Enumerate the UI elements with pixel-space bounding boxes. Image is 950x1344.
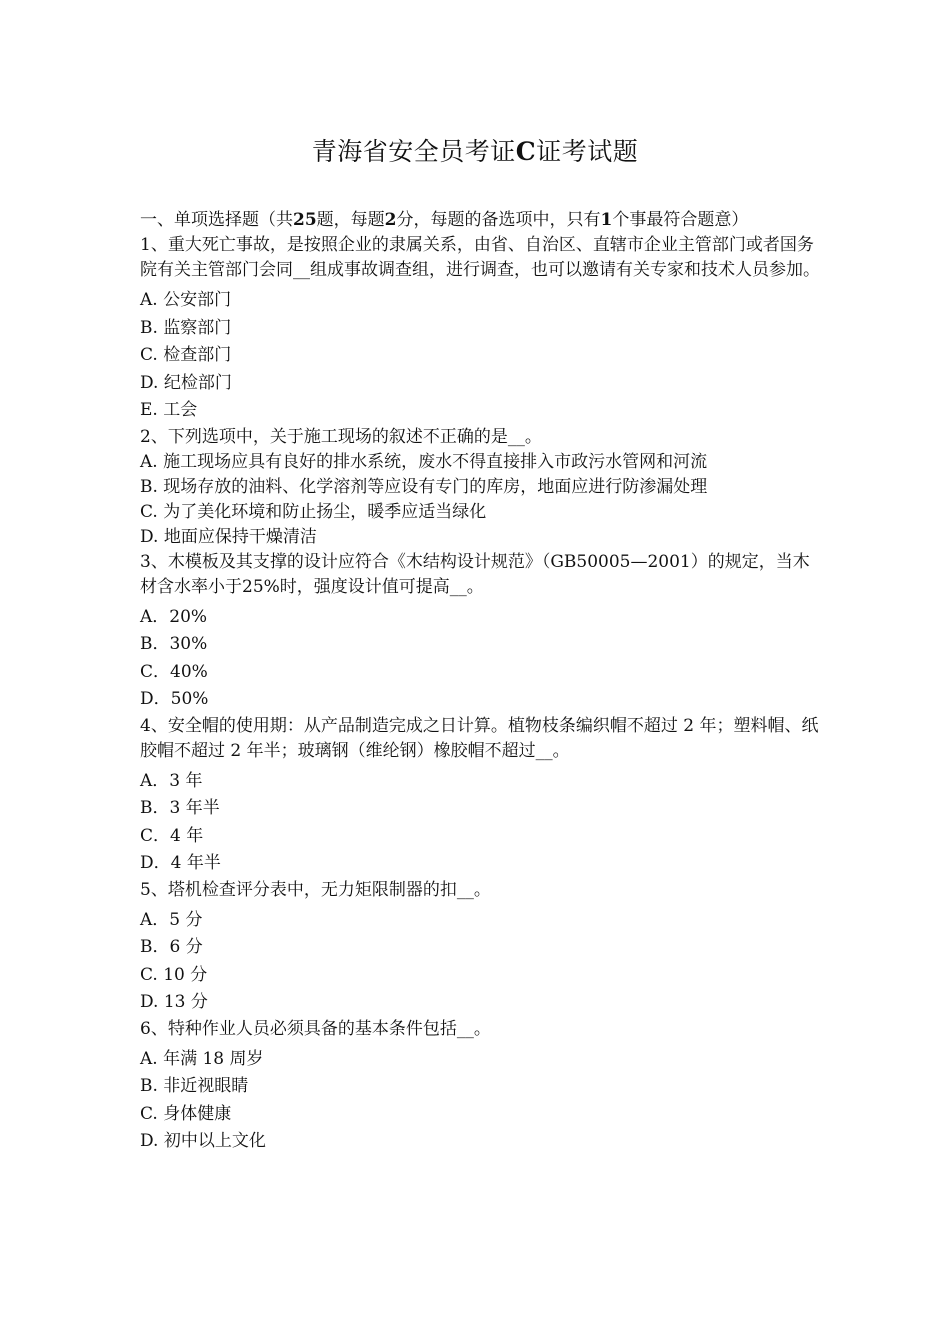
section-number: 1 (600, 210, 613, 230)
answer-option: C．40% (140, 661, 208, 682)
question-text: 5、塔机检查评分表中，无力矩限制器的扣__。 (140, 879, 491, 900)
question-text: 2、下列选项中，关于施工现场的叙述不正确的是__。 (140, 426, 542, 447)
answer-option: C．4 年 (140, 825, 204, 846)
answer-option: C. 检查部门 (140, 345, 232, 365)
question-text: 3、木模板及其支撑的设计应符合《木结构设计规范》（GB50005—2001）的规定，当木材含水率小于25%时，强度设计值可提高__。 (140, 551, 810, 597)
answer-option: B. 非近视眼睛 (140, 1076, 249, 1096)
answer-option: D. 纪检部门 (140, 372, 232, 393)
question-text: 1、重大死亡事故，是按照企业的隶属关系，由省、自治区、直辖市企业主管部门或者国务院有关主管部门会同__组成事故调查组，进行调查，也可以邀请有关专家和技术人员参加。 (140, 235, 820, 280)
answer-option: A. 公安部门 (140, 290, 232, 310)
question-block (140, 1017, 820, 1156)
section-number: 2 (384, 210, 397, 230)
answer-option: A. 年满 18 周岁 (140, 1048, 264, 1069)
question-text: 4、安全帽的使用期：从产品制造完成之日计算。植物枝条编织帽不超过 2 年；塑料帽、纸胶帽不超过 2 年半；玻璃钢（维纶钢）橡胶帽不超过__。 (140, 715, 819, 761)
answer-option: B．3 年半 (140, 798, 220, 818)
title-text-start: 青海省安全员考证 (311, 137, 516, 166)
answer-option: B．30% (140, 634, 208, 654)
answer-option: C. 为了美化环境和防止扬尘，暖季应适当绿化 (140, 501, 487, 522)
answer-option: A．20% (140, 606, 208, 627)
answer-option: C. 10 分 (140, 964, 208, 985)
title-text-bold: C (515, 137, 537, 166)
answer-option: C. 身体健康 (140, 1103, 232, 1124)
answer-option: E. 工会 (140, 400, 198, 420)
document-title (0, 132, 950, 172)
document-body (140, 208, 820, 1156)
answer-option: B. 监察部门 (140, 317, 232, 338)
section-number: 25 (293, 210, 317, 230)
section-text: 题，每题 (316, 210, 385, 230)
question-block (140, 714, 820, 878)
question-text: 6、特种作业人员必须具备的基本条件包括__。 (140, 1018, 491, 1039)
answer-option: D. 13 分 (140, 992, 208, 1012)
answer-option: D. 初中以上文化 (140, 1131, 266, 1151)
title-text-end: 证考试题 (536, 137, 639, 166)
section-text: 个事最符合题意） (612, 210, 749, 230)
question-block (140, 878, 820, 1017)
question-block (140, 550, 820, 714)
answer-option: A．3 年 (140, 770, 203, 791)
answer-option: D．4 年半 (140, 853, 221, 873)
answer-option: D．50% (140, 689, 209, 709)
question-block (140, 233, 820, 425)
question-block (140, 425, 820, 550)
answer-option: A. 施工现场应具有良好的排水系统，废水不得直接排入市政污水管网和河流 (140, 451, 708, 472)
answer-option: B．6 分 (140, 937, 203, 957)
section-heading (140, 208, 820, 233)
section-text: 分，每题的备选项中，只有 (396, 210, 601, 230)
answer-option: B. 现场存放的油料、化学溶剂等应设有专门的库房，地面应进行防渗漏处理 (140, 476, 708, 497)
answer-option: A．5 分 (140, 909, 203, 930)
answer-option: D. 地面应保持干燥清洁 (140, 526, 317, 547)
section-text: 一、单项选择题（共 (140, 210, 293, 230)
